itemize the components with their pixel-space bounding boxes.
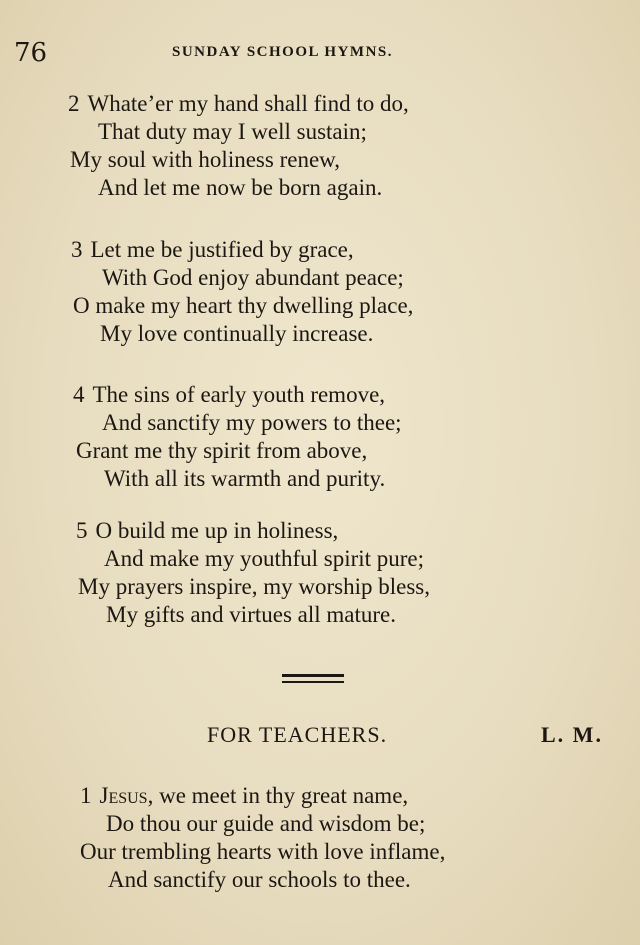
stanza-number: 4 — [73, 382, 85, 407]
stanza-number: 3 — [71, 237, 83, 262]
verse-line: 5 O build me up in holiness, — [76, 518, 339, 543]
stanza-number: 1 — [80, 783, 92, 808]
verse-line: Do thou our guide and wisdom be; — [106, 811, 426, 836]
verse-line: O make my heart thy dwelling place, — [73, 293, 414, 318]
verse-line: Our trembling hearts with love inflame, — [80, 839, 446, 864]
running-head: SUNDAY SCHOOL HYMNS. — [172, 44, 394, 60]
page-number: 76 — [14, 38, 48, 68]
verse-line: And sanctify our schools to thee. — [108, 867, 411, 892]
verse-line: 2 Whate’er my hand shall find to do, — [68, 91, 409, 116]
divider-rule — [282, 674, 344, 677]
verse-line: My soul with holiness renew, — [70, 147, 341, 172]
verse-line: My love continually increase. — [100, 321, 374, 346]
verse-line: That duty may I well sustain; — [98, 119, 367, 144]
verse-line: 3 Let me be justified by grace, — [71, 237, 354, 262]
verse-line: Grant me thy spirit from above, — [76, 438, 368, 463]
verse-line: 1 Jesus, we meet in thy great name, — [80, 783, 409, 808]
verse-line: My prayers inspire, my worship bless, — [78, 574, 430, 599]
stanza-number: 5 — [76, 518, 88, 543]
divider-rule — [282, 681, 344, 683]
verse-line: With all its warmth and purity. — [104, 466, 386, 491]
verse-line: With God enjoy abundant peace; — [102, 265, 404, 290]
verse-line: And sanctify my powers to thee; — [102, 410, 402, 435]
hymn-meter: L. M. — [541, 722, 603, 747]
verse-line: 4 The sins of early youth remove, — [73, 382, 386, 407]
verse-line: And make my youthful spirit pure; — [104, 546, 425, 571]
hymn-title: FOR TEACHERS. — [207, 722, 388, 747]
verse-line: My gifts and virtues all mature. — [106, 602, 396, 627]
stanza-number: 2 — [68, 91, 80, 116]
first-word: Jesus, — [99, 783, 154, 808]
verse-line: And let me now be born again. — [98, 175, 383, 200]
